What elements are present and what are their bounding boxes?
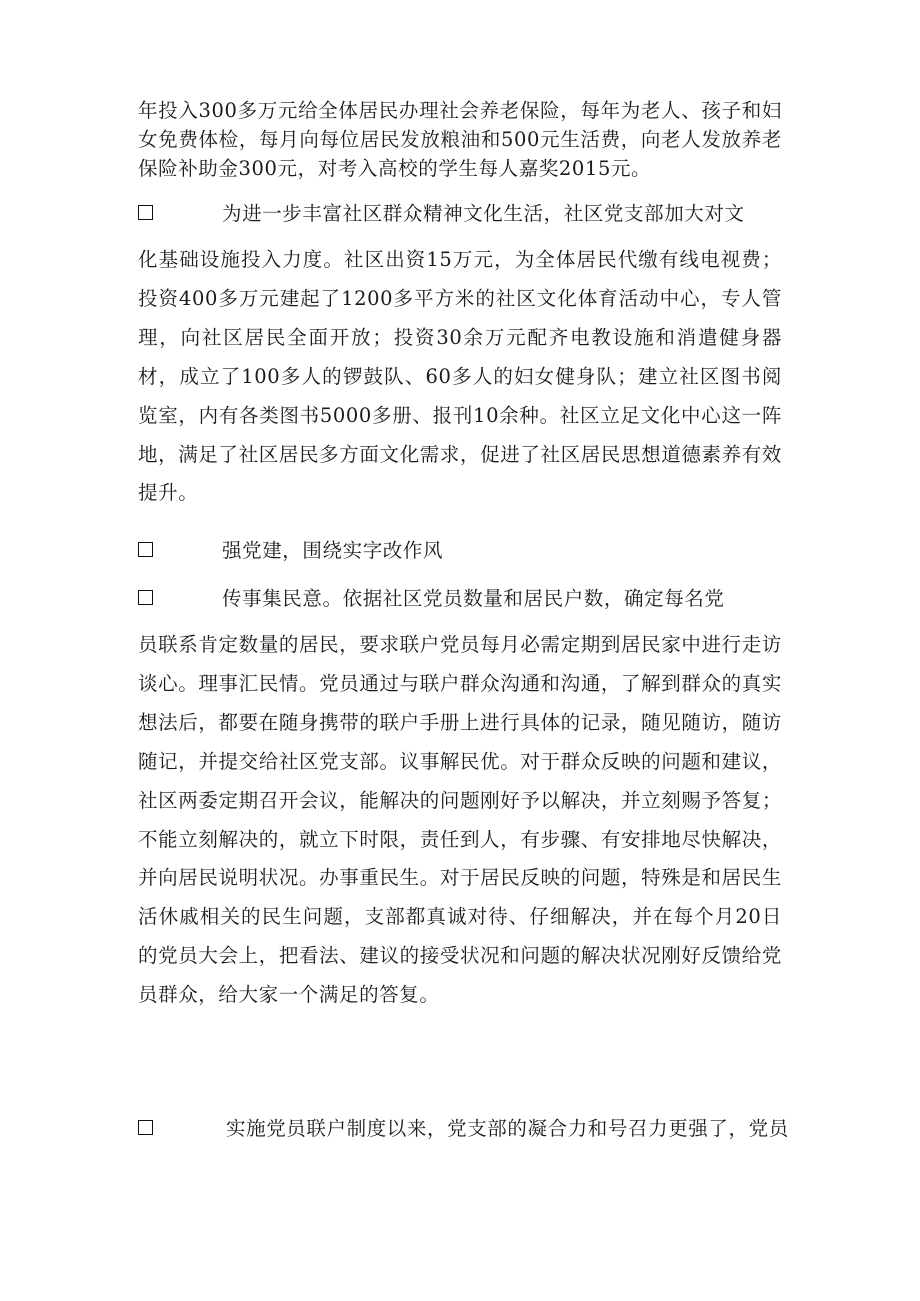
list-item-public-opinion-head <box>138 580 725 614</box>
checkbox-icon <box>138 590 153 605</box>
item-body-public-opinion: 员联系肯定数量的居民，要求联户党员每月必需定期到居民家中进行走访谈心。理事汇民情。党员通过与联户群众沟通和沟通，了解到群众的真实想法后，都要在随身携带的联户手册上进行具体的记录，随见随访，随访随记，并提交给社区党支部。议事解民优。对于群众反映的问题和建议，社区两委定期召开会议，能解决的问题刚好予以解决，并立刻赐予答复；不能立刻解决的，就立下时限，责任到人，有步骤、有安排地尽快解决，并向居民说明状况。办事重民生。对于居民反映的问题，特殊是和居民生活休戚相关的民生问题，支部都真诚对待、仔细解决，并在每个月20日的党员大会上，把看法、建议的接受状况和问题的解决状况刚好反馈给党员群众，给大家一个满足的答复。 <box>138 633 782 1007</box>
checkbox-icon <box>138 1120 153 1135</box>
item-head-text: 为进一步丰富社区群众精神文化生活，社区党支部加大对文 <box>222 202 745 225</box>
list-item-culture-head <box>138 195 745 229</box>
item-head-text: 实施党员联户制度以来，党支部的凝合力和号召力更强了，党员 <box>226 1117 789 1140</box>
checkbox-icon <box>138 205 153 220</box>
checkbox-icon <box>138 542 153 557</box>
item-body-culture: 化基础设施投入力度。社区出资15万元，为全体居民代缴有线电视费；投资400多万元建起了1200多平方米的社区文化体育活动中心，专人管理，向社区居民全面开放；投资30余万元配齐电教设施和消遣健身器材，成立了100多人的锣鼓队、60多人的妇女健身队；建立社区图书阅览室，内有各类图书5000多册、报刊10余种。社区立足文化中心这一阵地，满足了社区居民多方面文化需求，促进了社区居民思想道德素养有效提升。 <box>138 248 782 505</box>
item-head-text: 传事集民意。依据社区党员数量和居民户数，确定每名党 <box>222 587 725 610</box>
list-item-party-building-head <box>138 532 443 566</box>
item-head-text: 强党建，围绕实字改作风 <box>222 539 444 562</box>
list-item-household-system-head <box>138 1110 789 1144</box>
intro-paragraph: 年投入300多万元给全体居民办理社会养老保险，每年为老人、孩子和妇女免费体检，每月向每位居民发放粮油和500元生活费，向老人发放养老保险补助金300元，对考入高校的学生每人嘉奖2015元。 <box>138 99 782 180</box>
